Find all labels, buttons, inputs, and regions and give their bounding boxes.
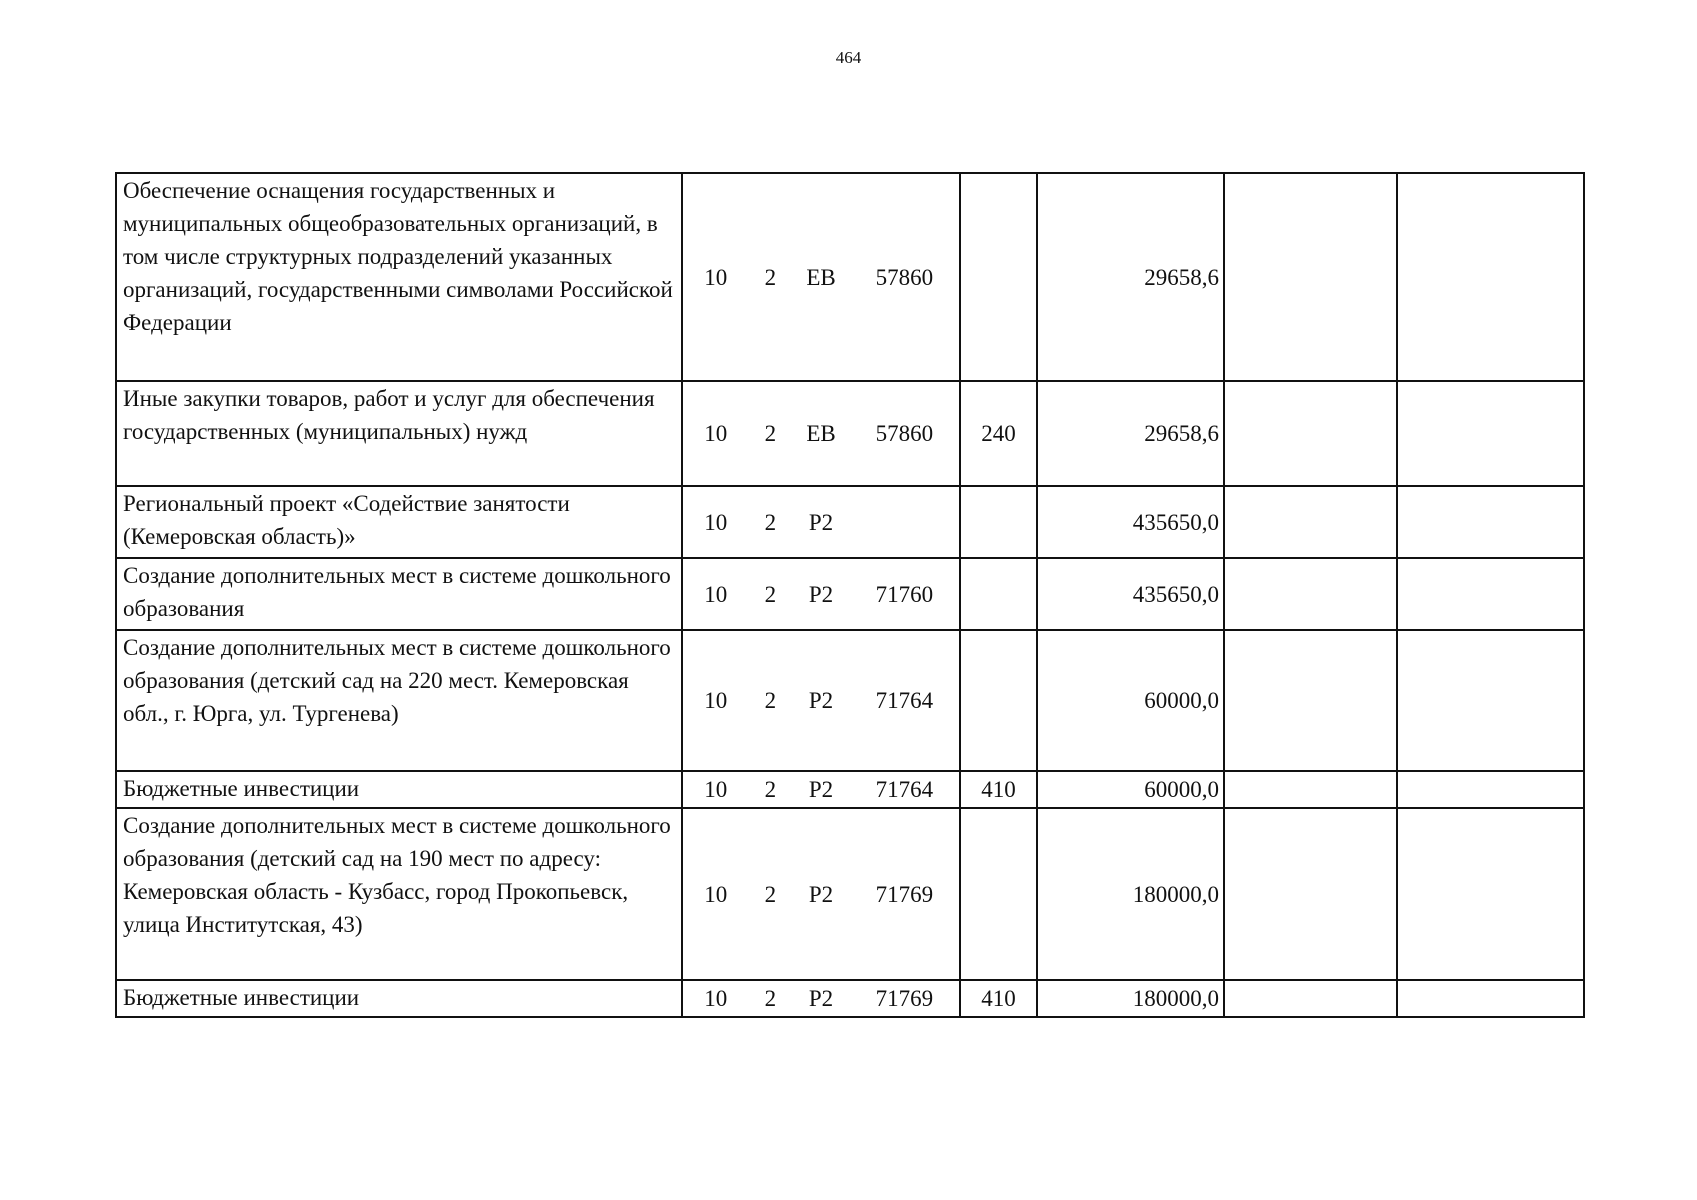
table-row <box>116 980 1584 1017</box>
item-name: Иные закупки товаров, работ и услуг для обеспечения государственных (муниципальных) нужд <box>116 381 682 486</box>
section-code: 10 <box>704 881 728 907</box>
empty-cell <box>1397 558 1584 630</box>
section-code: 10 <box>704 688 728 713</box>
empty-cell <box>1224 980 1397 1017</box>
expense-type-code <box>960 558 1037 630</box>
classification-codes <box>682 486 960 558</box>
section-code: 10 <box>704 264 728 290</box>
expense-type-code <box>960 486 1037 558</box>
empty-cell <box>1224 771 1397 808</box>
section-code: 10 <box>704 986 728 1011</box>
direction-code: 71764 <box>875 777 934 802</box>
program-code: P2 <box>808 688 834 713</box>
empty-cell <box>1397 486 1584 558</box>
budget-table <box>115 172 1585 1018</box>
item-name: Бюджетные инвестиции <box>116 771 682 808</box>
direction-code: 71769 <box>875 881 934 907</box>
classification-codes <box>682 558 960 630</box>
empty-cell <box>1224 630 1397 771</box>
budget-table-body <box>116 173 1584 1017</box>
classification-codes <box>682 771 960 808</box>
subsection-code: 2 <box>764 264 777 290</box>
program-code: EB <box>806 421 836 446</box>
amount: 60000,0 <box>1037 771 1224 808</box>
item-name: Создание дополнительных мест в системе дошкольного образования (детский сад на 220 мест. Кемеровская обл., г. Юрга, ул. Тургенева) <box>116 630 682 771</box>
item-name: Обеспечение оснащения государственных и муниципальных общеобразовательных организаций, в том числе структурных подразделений указанных организаций, государственными символами Российской Федерации <box>116 173 682 381</box>
amount: 60000,0 <box>1037 630 1224 771</box>
empty-cell <box>1397 173 1584 381</box>
item-name: Бюджетные инвестиции <box>116 980 682 1017</box>
direction-code: 71760 <box>875 581 934 607</box>
empty-cell <box>1224 381 1397 486</box>
direction-code: 71769 <box>875 986 934 1011</box>
section-code: 10 <box>704 509 728 535</box>
program-code: P2 <box>808 881 834 907</box>
item-name: Создание дополнительных мест в системе дошкольного образования (детский сад на 190 мест по адресу: Кемеровская область - Кузбасс, город Прокопьевск, улица Институтская, 43) <box>116 808 682 980</box>
amount: 180000,0 <box>1037 980 1224 1017</box>
page-number: 464 <box>835 48 862 67</box>
classification-codes <box>682 808 960 980</box>
classification-codes <box>682 980 960 1017</box>
direction-code: 71764 <box>875 688 934 713</box>
empty-cell <box>1224 173 1397 381</box>
expense-type-code <box>960 630 1037 771</box>
expense-type-code: 410 <box>960 771 1037 808</box>
amount: 435650,0 <box>1037 486 1224 558</box>
empty-cell <box>1224 808 1397 980</box>
subsection-code: 2 <box>764 986 777 1011</box>
item-name: Региональный проект «Содействие занятости (Кемеровская область)» <box>116 486 682 558</box>
subsection-code: 2 <box>764 509 777 535</box>
program-code: P2 <box>808 581 834 607</box>
empty-cell <box>1224 486 1397 558</box>
program-code: P2 <box>808 986 834 1011</box>
expense-type-code <box>960 808 1037 980</box>
classification-codes <box>682 173 960 381</box>
table-row <box>116 558 1584 630</box>
table-row <box>116 808 1584 980</box>
section-code: 10 <box>704 421 728 446</box>
program-code: P2 <box>808 509 834 535</box>
direction-code: 57860 <box>875 264 934 290</box>
table-row <box>116 771 1584 808</box>
empty-cell <box>1397 980 1584 1017</box>
expense-type-code: 240 <box>960 381 1037 486</box>
amount: 180000,0 <box>1037 808 1224 980</box>
direction-code: 57860 <box>875 421 934 446</box>
table-row <box>116 381 1584 486</box>
empty-cell <box>1397 771 1584 808</box>
expense-type-code: 410 <box>960 980 1037 1017</box>
empty-cell <box>1397 630 1584 771</box>
subsection-code: 2 <box>764 688 777 713</box>
subsection-code: 2 <box>764 421 777 446</box>
item-name: Создание дополнительных мест в системе дошкольного образования <box>116 558 682 630</box>
classification-codes <box>682 381 960 486</box>
subsection-code: 2 <box>764 777 777 802</box>
empty-cell <box>1397 381 1584 486</box>
amount: 29658,6 <box>1037 381 1224 486</box>
section-code: 10 <box>704 581 728 607</box>
amount: 29658,6 <box>1037 173 1224 381</box>
subsection-code: 2 <box>764 581 777 607</box>
empty-cell <box>1224 558 1397 630</box>
program-code: P2 <box>808 777 834 802</box>
table-row <box>116 486 1584 558</box>
table-row <box>116 173 1584 381</box>
empty-cell <box>1397 808 1584 980</box>
amount: 435650,0 <box>1037 558 1224 630</box>
section-code: 10 <box>704 777 728 802</box>
program-code: EB <box>806 264 836 290</box>
table-row <box>116 630 1584 771</box>
subsection-code: 2 <box>764 881 777 907</box>
classification-codes <box>682 630 960 771</box>
expense-type-code <box>960 173 1037 381</box>
